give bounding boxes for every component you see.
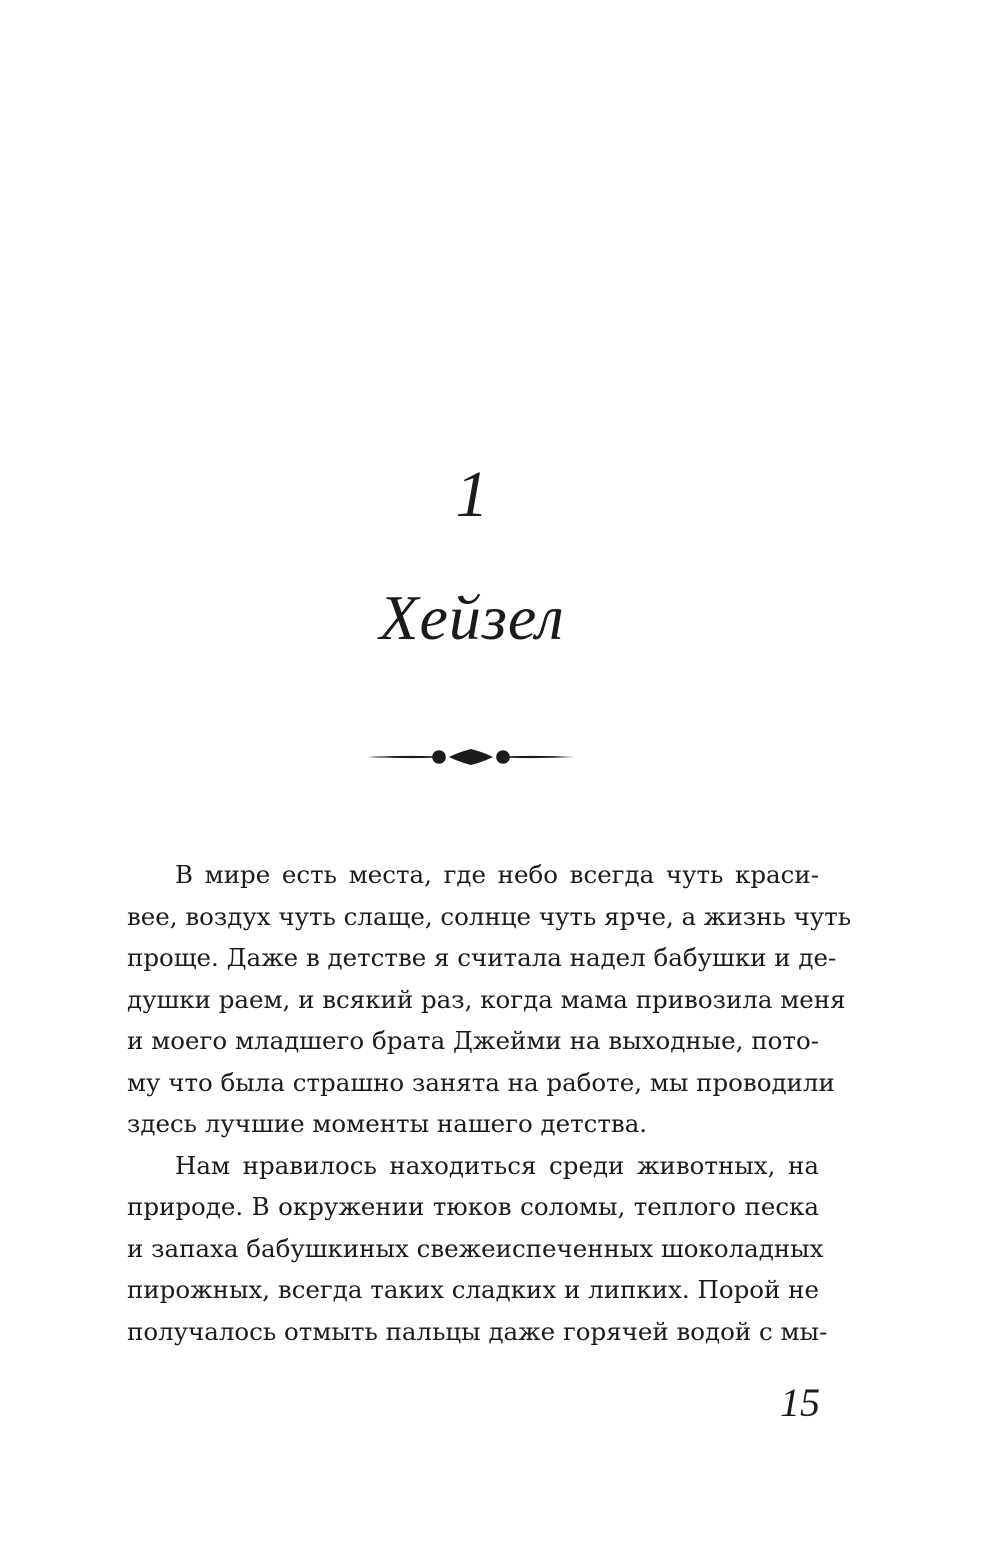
- text-line: и запаха бабушкиных свежеиспеченных шоколадных: [127, 1233, 824, 1263]
- text-line: природе. В окружении тюков соломы, теплого песка: [127, 1192, 819, 1221]
- paragraph: [127, 854, 852, 1145]
- ornament-divider-icon: [365, 740, 577, 774]
- page-number: 15: [780, 1380, 820, 1425]
- paragraph: [127, 1145, 828, 1353]
- text-line: и моего младшего брата Джейми на выходные, пото-: [127, 1026, 819, 1055]
- ornament-left-dot: [432, 750, 446, 764]
- text-line: вее, воздух чуть слаще, солнце чуть ярче, а жизнь чуть: [127, 901, 852, 931]
- body-text: [127, 854, 852, 1352]
- text-line: проще. Даже в детстве я считала надел бабушки и де-: [127, 943, 837, 972]
- text-line: здесь лучшие моменты нашего детства.: [127, 1109, 648, 1138]
- ornament-center-diamond: [449, 749, 493, 765]
- ornament-right-dot: [496, 750, 510, 764]
- ornament-left-line: [368, 756, 433, 758]
- text-line: Нам нравилось находиться среди животных, на: [175, 1150, 819, 1180]
- text-line: му что была страшно занята на работе, мы проводили: [127, 1067, 835, 1097]
- chapter-title: Хейзел: [379, 582, 565, 653]
- text-line: пирожных, всегда таких сладких и липких. Порой не: [127, 1275, 819, 1304]
- text-line: получалось отмыть пальцы даже горячей водой с мы-: [127, 1316, 828, 1346]
- text-line: душки раем, и всякий раз, когда мама привозила меня: [127, 984, 846, 1014]
- chapter-number: 1: [455, 458, 489, 531]
- ornament-right-line: [509, 756, 574, 758]
- text-line: В мире есть места, где небо всегда чуть краси-: [175, 860, 819, 889]
